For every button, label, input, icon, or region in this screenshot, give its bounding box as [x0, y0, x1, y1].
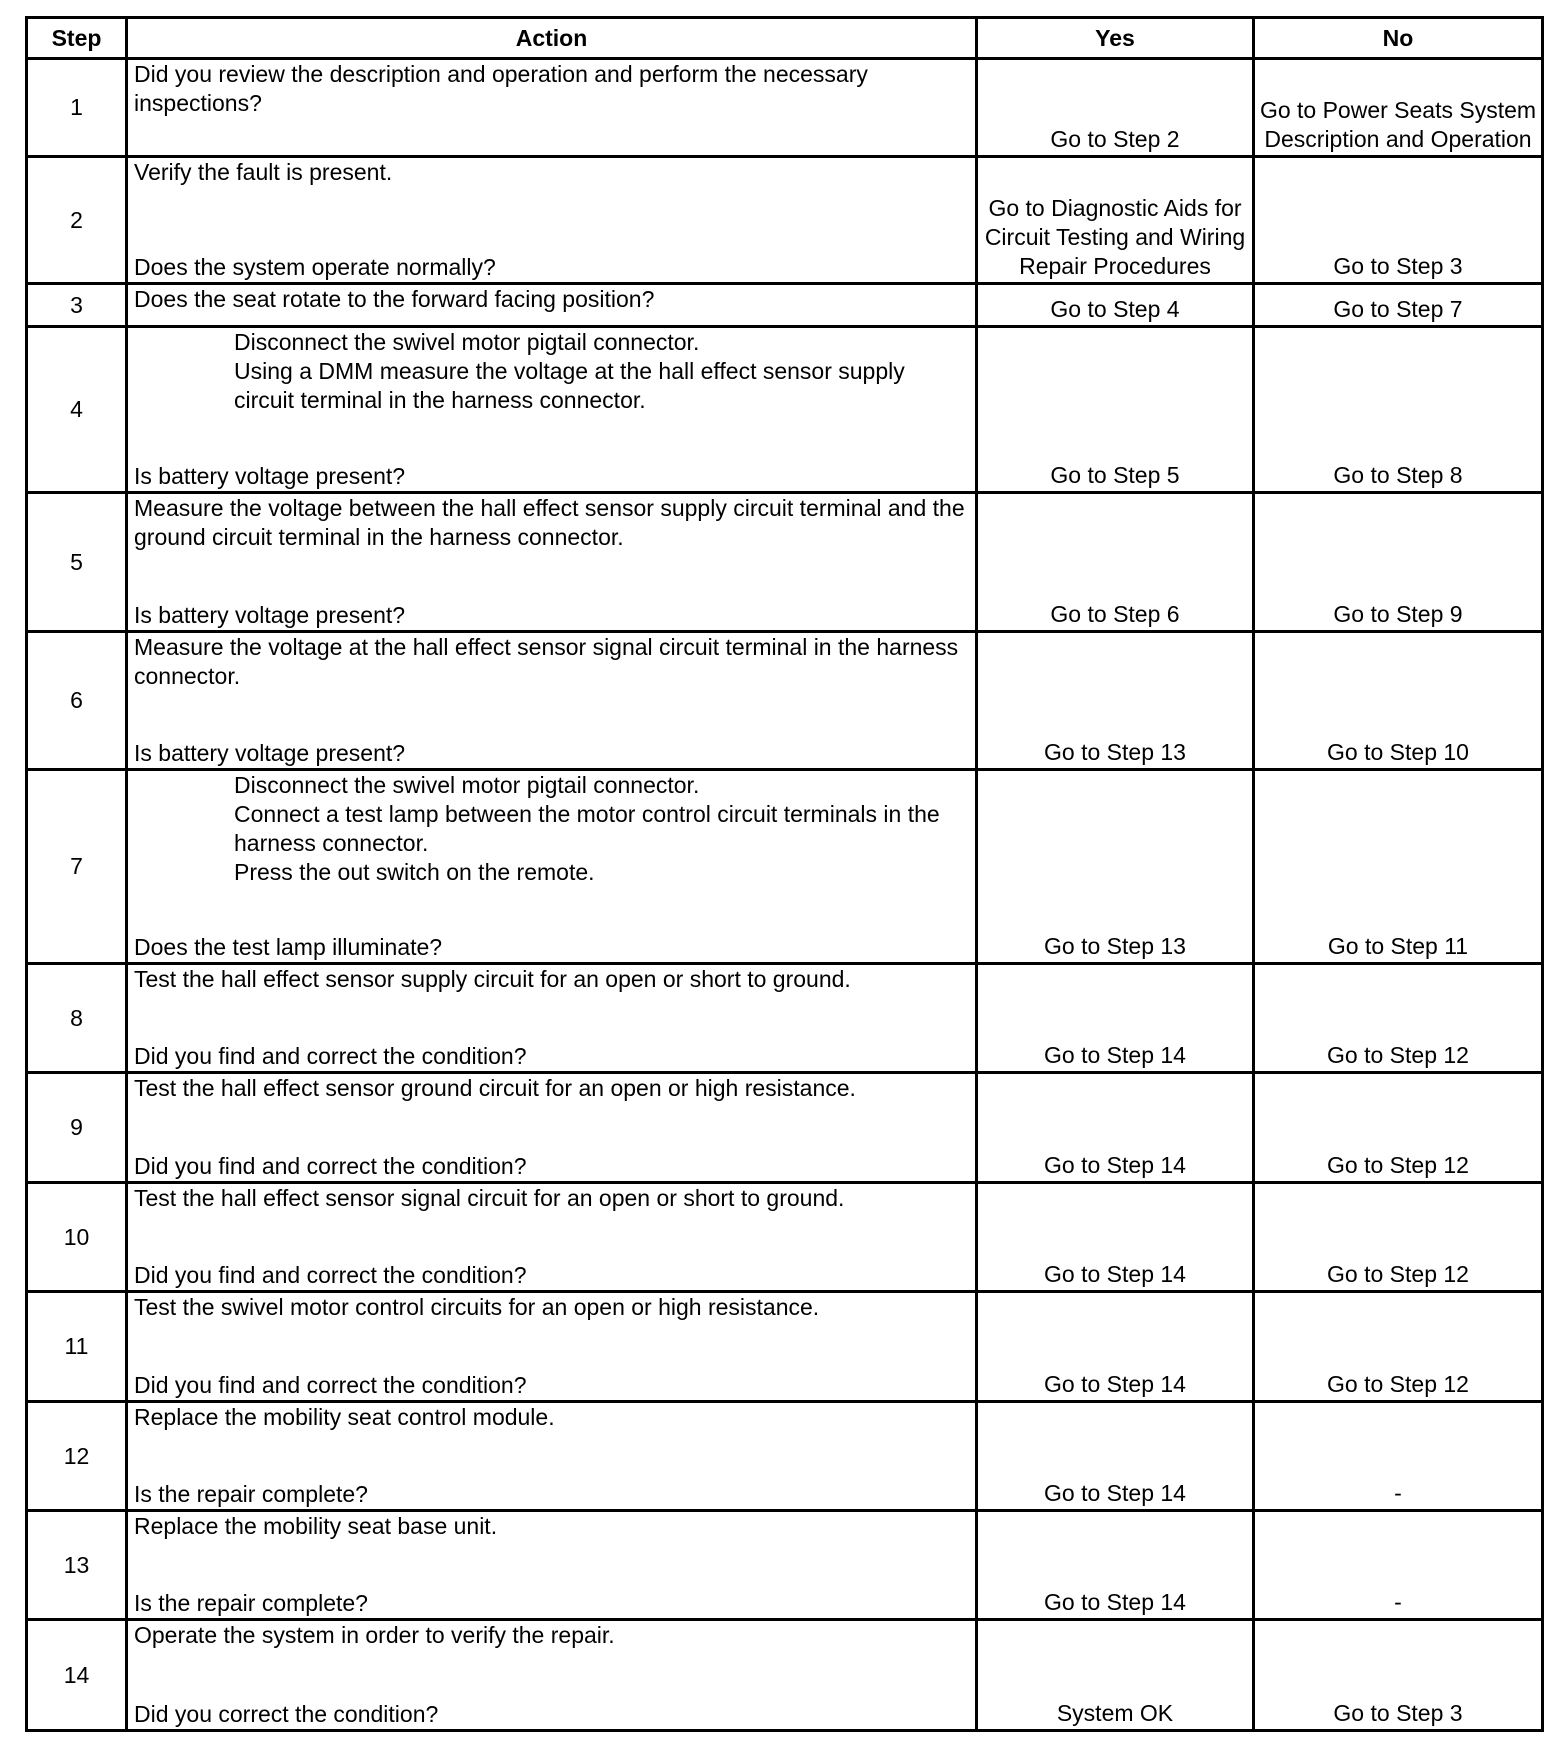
action-line: Replace the mobility seat control module. [134, 1404, 555, 1430]
header-action: Action [127, 18, 977, 59]
step-number: 5 [27, 493, 127, 632]
header-yes: Yes [977, 18, 1254, 59]
action-question: Is battery voltage present? [134, 602, 406, 628]
table-row [27, 1620, 1543, 1731]
no-cell: - [1254, 1402, 1543, 1511]
header-step: Step [27, 18, 127, 59]
action-line: Connect a test lamp between the motor control circuit terminals in the harness connector. [234, 801, 940, 856]
action-cell [127, 1292, 977, 1402]
no-cell: - [1254, 1511, 1543, 1620]
action-cell [127, 964, 977, 1073]
step-number: 7 [27, 770, 127, 964]
yes-cell: Go to Step 14 [977, 1073, 1254, 1183]
table-row [27, 493, 1543, 632]
action-line: Measure the voltage between the hall effect sensor supply circuit terminal and the ground circuit terminal in the harness connector. [134, 495, 965, 550]
step-number: 11 [27, 1292, 127, 1402]
step-number: 6 [27, 632, 127, 770]
action-cell [127, 1402, 977, 1511]
step-number: 12 [27, 1402, 127, 1511]
step-number: 14 [27, 1620, 127, 1731]
step-number: 8 [27, 964, 127, 1073]
action-line: Disconnect the swivel motor pigtail connector. [234, 772, 700, 798]
table-row [27, 1511, 1543, 1620]
step-number: 2 [27, 157, 127, 284]
yes-cell: System OK [977, 1620, 1254, 1731]
yes-cell: Go to Step 13 [977, 770, 1254, 964]
table-row [27, 59, 1543, 157]
action-line: Measure the voltage at the hall effect sensor signal circuit terminal in the harness connector. [134, 634, 959, 689]
yes-cell: Go to Step 6 [977, 493, 1254, 632]
no-cell: Go to Power Seats System Description and Operation [1254, 59, 1543, 157]
action-question: Did you find and correct the condition? [134, 1372, 527, 1398]
no-cell: Go to Step 12 [1254, 1183, 1543, 1292]
action-cell [127, 1620, 977, 1731]
header-no: No [1254, 18, 1543, 59]
action-line: Test the hall effect sensor ground circuit for an open or high resistance. [134, 1075, 856, 1101]
action-cell [127, 493, 977, 632]
action-line: Test the hall effect sensor supply circuit for an open or short to ground. [134, 966, 851, 992]
no-cell: Go to Step 11 [1254, 770, 1543, 964]
no-cell: Go to Step 9 [1254, 493, 1543, 632]
table-row [27, 964, 1543, 1073]
action-question: Did you find and correct the condition? [134, 1153, 527, 1179]
table-row [27, 1073, 1543, 1183]
yes-cell: Go to Step 14 [977, 1402, 1254, 1511]
step-number: 13 [27, 1511, 127, 1620]
action-line: Test the swivel motor control circuits for an open or high resistance. [134, 1294, 820, 1320]
action-cell [127, 770, 977, 964]
yes-cell: Go to Step 14 [977, 964, 1254, 1073]
action-line: Does the seat rotate to the forward facing position? [134, 286, 655, 312]
diagnostic-table [25, 16, 1544, 1732]
table-row [27, 1183, 1543, 1292]
action-question: Does the system operate normally? [134, 254, 496, 280]
table-row [27, 1292, 1543, 1402]
action-cell [127, 1183, 977, 1292]
action-question: Is the repair complete? [134, 1590, 368, 1616]
table-row [27, 632, 1543, 770]
no-cell: Go to Step 3 [1254, 1620, 1543, 1731]
action-question: Did you find and correct the condition? [134, 1043, 527, 1069]
action-cell [127, 1511, 977, 1620]
action-cell [127, 327, 977, 493]
action-question: Did you find and correct the condition? [134, 1262, 527, 1288]
action-question: Does the test lamp illuminate? [134, 934, 443, 960]
action-line: Did you review the description and operation and perform the necessary inspections? [134, 61, 868, 116]
step-number: 10 [27, 1183, 127, 1292]
table-row [27, 770, 1543, 964]
header-row [27, 18, 1543, 59]
no-cell: Go to Step 3 [1254, 157, 1543, 284]
table-row [27, 157, 1543, 284]
yes-cell: Go to Step 5 [977, 327, 1254, 493]
yes-cell: Go to Diagnostic Aids for Circuit Testing and Wiring Repair Procedures [977, 157, 1254, 284]
table-row [27, 327, 1543, 493]
action-cell [127, 284, 977, 327]
table-row [27, 284, 1543, 327]
no-cell: Go to Step 8 [1254, 327, 1543, 493]
yes-cell: Go to Step 14 [977, 1183, 1254, 1292]
action-question: Is battery voltage present? [134, 463, 406, 489]
action-line: Operate the system in order to verify the repair. [134, 1622, 615, 1648]
yes-cell: Go to Step 14 [977, 1511, 1254, 1620]
action-cell [127, 1073, 977, 1183]
no-cell: Go to Step 10 [1254, 632, 1543, 770]
yes-cell: Go to Step 4 [977, 284, 1254, 327]
action-question: Did you correct the condition? [134, 1701, 439, 1727]
action-cell [127, 632, 977, 770]
action-cell [127, 157, 977, 284]
action-question: Is battery voltage present? [134, 740, 406, 766]
yes-cell: Go to Step 2 [977, 59, 1254, 157]
action-line: Test the hall effect sensor signal circuit for an open or short to ground. [134, 1185, 845, 1211]
action-cell [127, 59, 977, 157]
no-cell: Go to Step 12 [1254, 1073, 1543, 1183]
action-line: Verify the fault is present. [134, 159, 393, 185]
table-row [27, 1402, 1543, 1511]
action-line: Disconnect the swivel motor pigtail connector. [234, 329, 700, 355]
no-cell: Go to Step 12 [1254, 1292, 1543, 1402]
yes-cell: Go to Step 14 [977, 1292, 1254, 1402]
action-line: Replace the mobility seat base unit. [134, 1513, 498, 1539]
step-number: 3 [27, 284, 127, 327]
action-line: Press the out switch on the remote. [234, 859, 595, 885]
yes-cell: Go to Step 13 [977, 632, 1254, 770]
step-number: 9 [27, 1073, 127, 1183]
action-question: Is the repair complete? [134, 1481, 368, 1507]
action-line: Using a DMM measure the voltage at the hall effect sensor supply circuit terminal in the harness connector. [234, 358, 905, 413]
no-cell: Go to Step 12 [1254, 964, 1543, 1073]
step-number: 4 [27, 327, 127, 493]
step-number: 1 [27, 59, 127, 157]
no-cell: Go to Step 7 [1254, 284, 1543, 327]
